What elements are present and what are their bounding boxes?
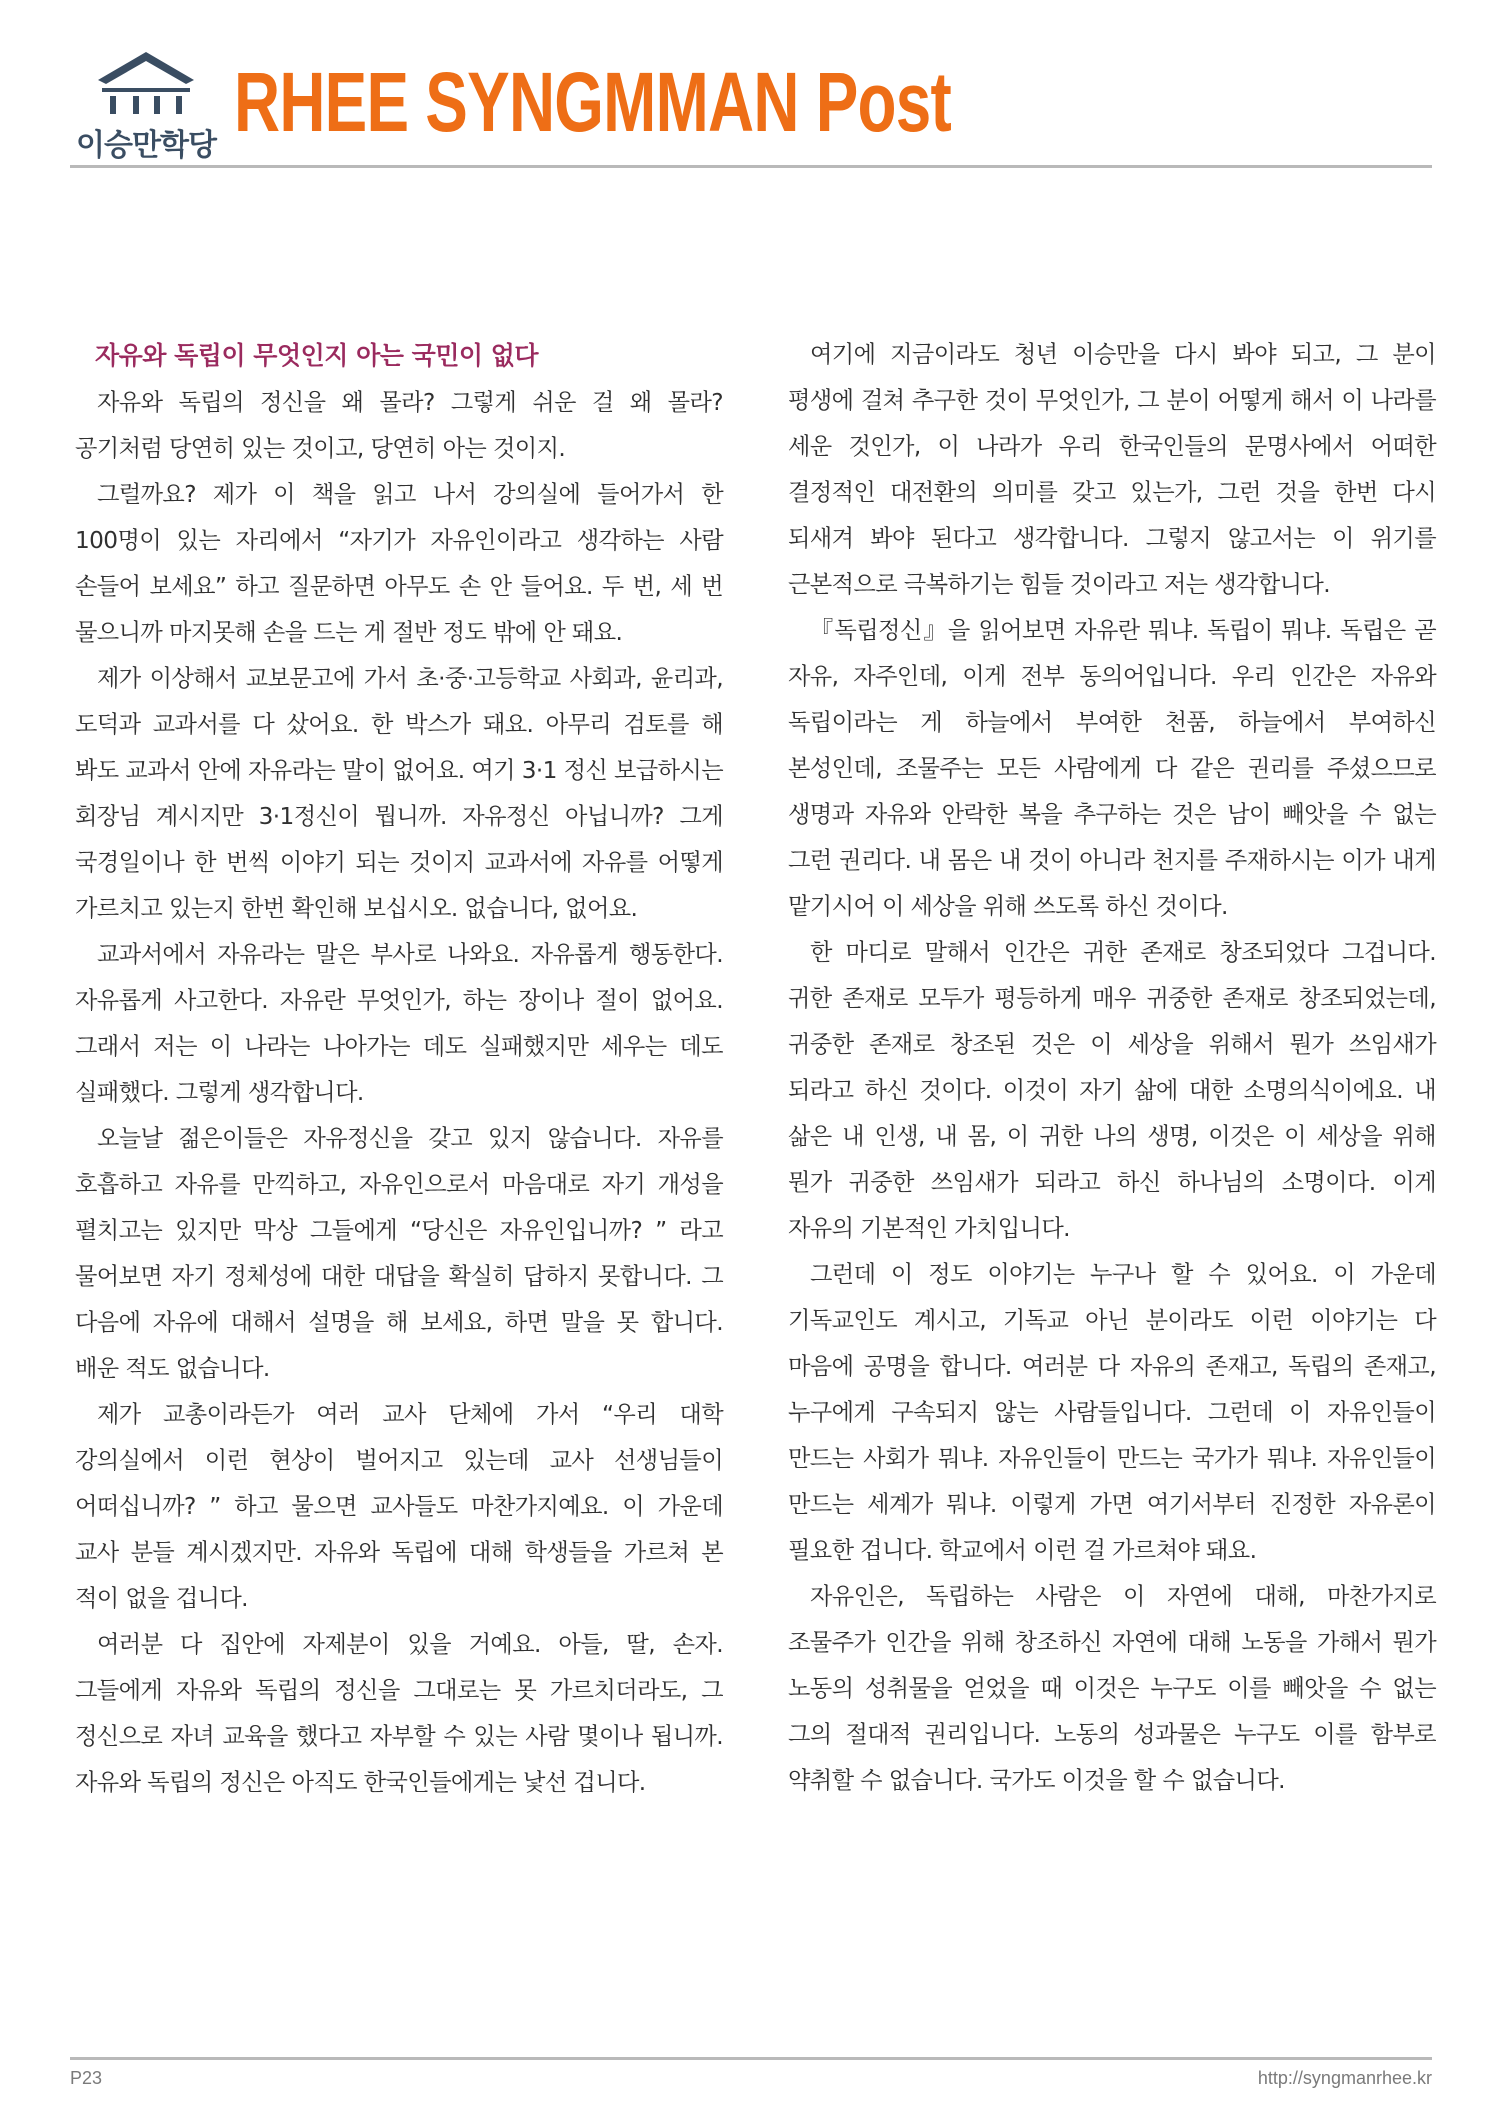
paragraph: 한 마디로 말해서 인간은 귀한 존재로 창조되었다 그겁니다. 귀한 존재로 모두가 평등하게 매우 귀중한 존재로 창조되었는데, 귀중한 존재로 창조된 것은 이 세상을 위해서 뭔가 쓰임새가 되라고 하신 것이다. 이것이 자기 삶에 대한 소명의식이에요. 내 삶은 내 인생, 내 몸, 이 귀한 나의 생명, 이것은 이 세상을 위해 뭔가 귀중한 쓰임새가 되라고 하신 하나님의 소명이다. 이게 자유의 기본적인 가치입니다. xyxy=(788,939,1436,1242)
paragraph: 여기에 지금이라도 청년 이승만을 다시 봐야 되고, 그 분이 평생에 걸쳐 추구한 것이 무엇인가, 그 분이 어떻게 해서 이 나라를 세운 것인가, 이 나라가 우리 한국인들의 문명사에서 어떠한 결정적인 대전환의 의미를 갖고 있는가, 그런 것을 한번 다시 되새겨 봐야 된다고 생각합니다. 그렇지 않고서는 이 위기를 근본적으로 극복하기는 힘들 것이라고 저는 생각합니다. xyxy=(788,341,1436,598)
footer-divider xyxy=(70,2057,1432,2060)
page-number: P23 xyxy=(70,2068,103,2088)
paragraph: 제가 교총이라든가 여러 교사 단체에 가서 “우리 대학 강의실에서 이런 현상이 벌어지고 있는데 교사 선생님들이 어떠십니까? ” 하고 물으면 교사들도 마찬가지예요. 이 가운데 교사 분들 계시겠지만. 자유와 독립에 대해 학생들을 가르쳐 본 적이 없을 겁니다. xyxy=(75,1401,723,1612)
paragraph: 자유와 독립의 정신을 왜 몰라? 그렇게 쉬운 걸 왜 몰라? 공기처럼 당연히 있는 것이고, 당연히 아는 것이지. xyxy=(75,389,723,462)
paragraph: 오늘날 젊은이들은 자유정신을 갖고 있지 않습니다. 자유를 호흡하고 자유를 만끽하고, 자유인으로서 마음대로 자기 개성을 펼치고는 있지만 막상 그들에게 “당신은 자유인입니까? ” 라고 물어보면 자기 정체성에 대한 대답을 확실히 답하지 못합니다. 그 다음에 자유에 대해서 설명을 해 보세요, 하면 말을 못 합니다. 배운 적도 없습니다. xyxy=(75,1125,723,1382)
website-link[interactable]: http://syngmanrhee.kr xyxy=(1257,2068,1432,2088)
logo-text: 이승만학당 xyxy=(76,128,216,163)
masthead xyxy=(66,50,1432,168)
paragraph: 제가 이상해서 교보문고에 가서 초·중·고등학교 사회과, 윤리과, 도덕과 교과서를 다 샀어요. 한 박스가 돼요. 아무리 검토를 해 봐도 교과서 안에 자유라는 말이 없어요. 여기 3·1 정신 보급하시는 회장님 계시지만 3·1정신이 뭡니까. 자유정신 아닙니까? 그게 국경일이나 한 번씩 이야기 되는 것이지 교과서에 자유를 어떻게 가르치고 있는지 한번 확인해 보십시오. 없습니다, 없어요. xyxy=(75,665,723,922)
header-divider xyxy=(70,165,1432,168)
left-column xyxy=(75,332,723,1806)
paragraph: 자유인은, 독립하는 사람은 이 자연에 대해, 마찬가지로 조물주가 인간을 위해 창조하신 자연에 대해 노동을 가해서 뭔가 노동의 성취물을 얻었을 때 이것은 누구도 이를 빼앗을 수 없는 그의 절대적 권리입니다. 노동의 성과물은 누구도 이를 함부로 약취할 수 없습니다. 국가도 이것을 할 수 없습니다. xyxy=(788,1583,1436,1794)
paragraph: 여러분 다 집안에 자제분이 있을 거예요. 아들, 딸, 손자. 그들에게 자유와 독립의 정신을 그대로는 못 가르치더라도, 그 정신으로 자녀 교육을 했다고 자부할 수 있는 사람 몇이나 됩니까. 자유와 독립의 정신은 아직도 한국인들에게는 낯선 겁니다. xyxy=(75,1631,723,1796)
right-column xyxy=(788,332,1436,1804)
paragraph: 교과서에서 자유라는 말은 부사로 나와요. 자유롭게 행동한다. 자유롭게 사고한다. 자유란 무엇인가, 하는 장이나 절이 없어요. 그래서 저는 이 나라는 나아가는 데도 실패했지만 세우는 데도 실패했다. 그렇게 생각합니다. xyxy=(75,941,723,1106)
article-heading: 자유와 독립이 무엇인지 아는 국민이 없다 xyxy=(95,341,539,370)
paragraph: 그런데 이 정도 이야기는 누구나 할 수 있어요. 이 가운데 기독교인도 계시고, 기독교 아닌 분이라도 이런 이야기는 다 마음에 공명을 합니다. 여러분 다 자유의 존재고, 독립의 존재고, 누구에게 구속되지 않는 사람들입니다. 그런데 이 자유인들이 만드는 사회가 뭐냐. 자유인들이 만드는 국가가 뭐냐. 자유인들이 만드는 세계가 뭐냐. 이렇게 가면 여기서부터 진정한 자유론이 필요한 겁니다. 학교에서 이런 걸 가르쳐야 돼요. xyxy=(788,1261,1436,1564)
publication-title: RHEE SYNGMMAN Post xyxy=(234,55,951,149)
logo xyxy=(66,50,226,163)
paragraph: 그럴까요? 제가 이 책을 읽고 나서 강의실에 들어가서 한 100명이 있는 자리에서 “자기가 자유인이라고 생각하는 사람 손들어 보세요” 하고 질문하면 아무도 손 안 들어요. 두 번, 세 번 물으니까 마지못해 손을 드는 게 절반 정도 밖에 안 돼요. xyxy=(75,481,723,646)
paragraph: 『독립정신』을 읽어보면 자유란 뭐냐. 독립이 뭐냐. 독립은 곧 자유, 자주인데, 이게 전부 동의어입니다. 우리 인간은 자유와 독립이라는 게 하늘에서 부여한 천품, 하늘에서 부여하신 본성인데, 조물주는 모든 사람에게 다 같은 권리를 주셨으므로 생명과 자유와 안락한 복을 추구하는 것은 남이 빼앗을 수 없는 그런 권리다. 내 몸은 내 것이 아니라 천지를 주재하시는 이가 내게 맡기시어 이 세상을 위해 쓰도록 하신 것이다. xyxy=(788,617,1436,920)
house-logo-icon xyxy=(92,50,200,118)
